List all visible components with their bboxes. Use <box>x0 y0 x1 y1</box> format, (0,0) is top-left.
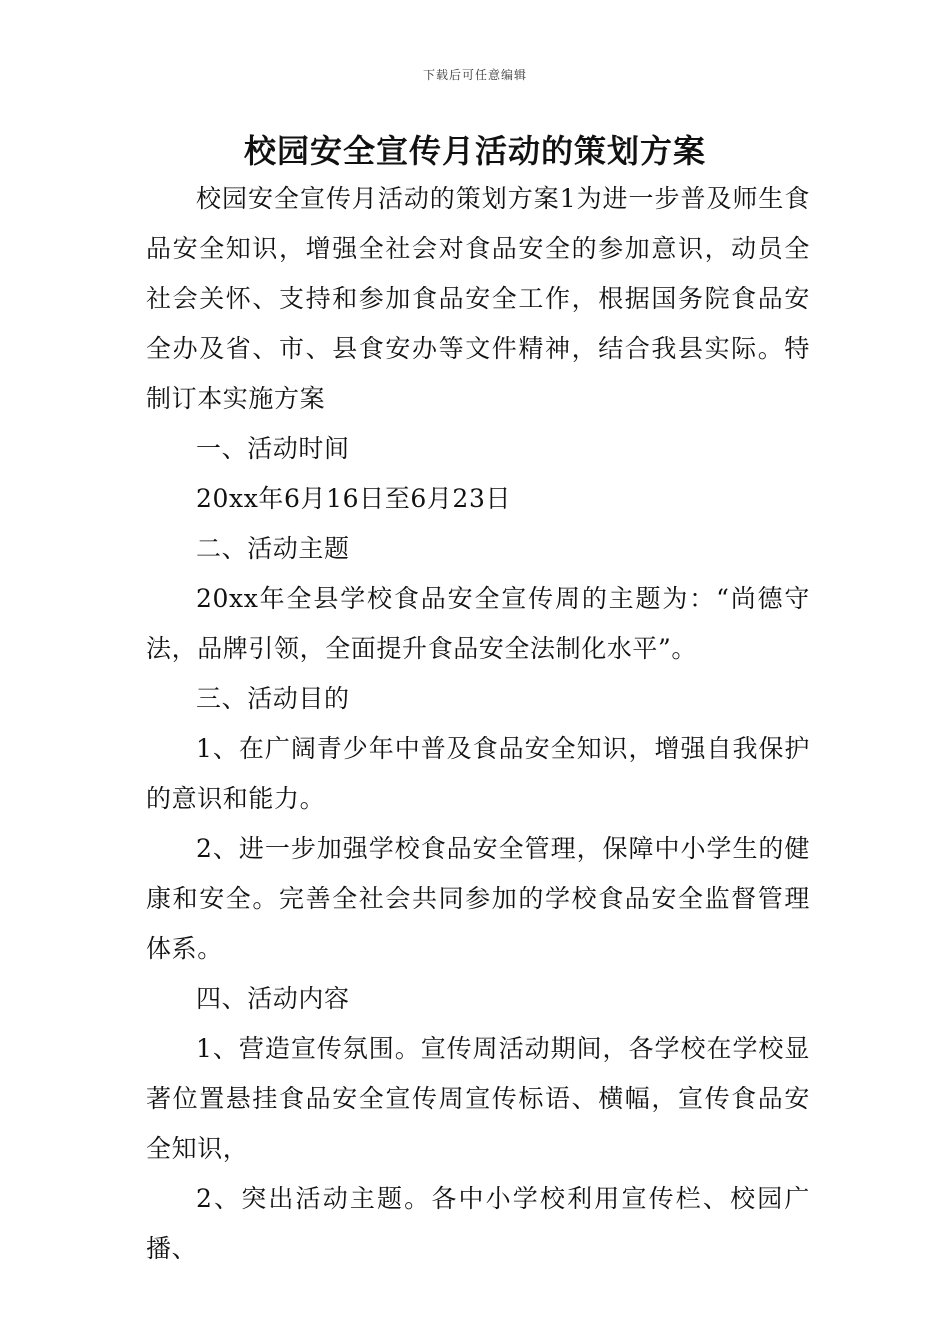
paragraph-content-1: 1、营造宣传氛围。宣传周活动期间，各学校在学校显著位置悬挂食品安全宣传周宣传标语、横幅，宣传食品安全知识， <box>146 1034 810 1163</box>
paragraph-intro: 校园安全宣传月活动的策划方案1为进一步普及师生食品安全知识，增强全社会对食品安全的参加意识，动员全社会关怀、支持和参加食品安全工作，根据国务院食品安全办及省、市、县食安办等文件精神，结合我县实际。特制订本实施方案 <box>146 184 810 413</box>
heading-activity-theme: 二、活动主题 <box>196 534 350 563</box>
document-title: 校园安全宣传月活动的策划方案 <box>243 132 706 170</box>
document-body <box>146 174 810 1274</box>
paragraph-goal-2: 2、进一步加强学校食品安全管理，保障中小学生的健康和安全。完善全社会共同参加的学校食品安全监督管理体系。 <box>146 834 810 963</box>
header-note: 下载后可任意编辑 <box>422 68 527 82</box>
heading-activity-time: 一、活动时间 <box>196 434 350 463</box>
paragraph-theme: 20xx年全县学校食品安全宣传周的主题为：“尚德守法，品牌引领，全面提升食品安全法制化水平”。 <box>146 584 810 663</box>
heading-activity-content: 四、活动内容 <box>196 984 350 1013</box>
paragraph-activity-dates: 20xx年6月16日至6月23日 <box>196 484 512 513</box>
heading-activity-goals: 三、活动目的 <box>196 684 350 713</box>
paragraph-goal-1: 1、在广阔青少年中普及食品安全知识，增强自我保护的意识和能力。 <box>146 734 810 813</box>
paragraph-content-2: 2、突出活动主题。各中小学校利用宣传栏、校园广播、 <box>146 1184 810 1263</box>
